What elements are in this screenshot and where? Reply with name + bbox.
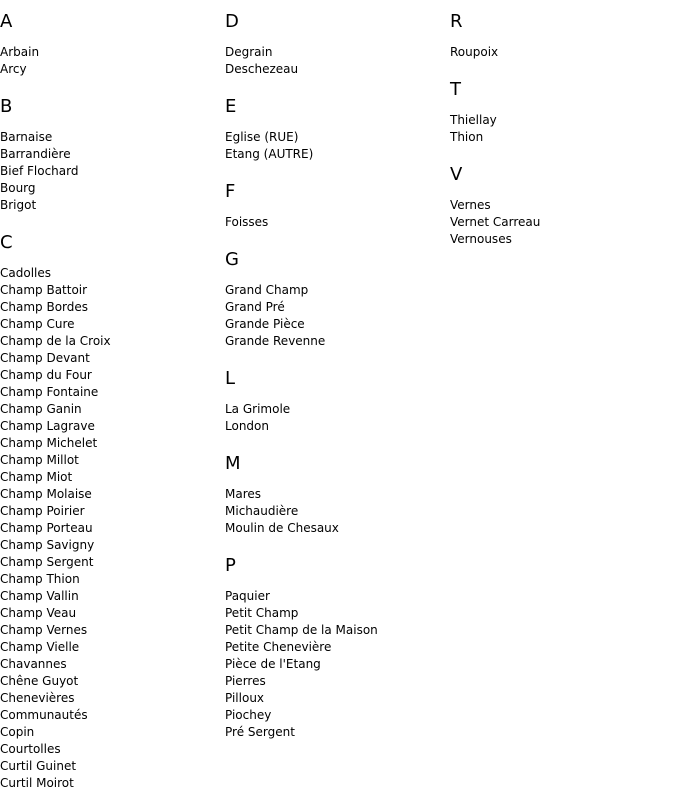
index-entry[interactable]: Vernet Carreau <box>450 215 541 229</box>
section-item-list <box>225 282 445 350</box>
section-letter-heading: C <box>0 232 13 253</box>
index-entry[interactable]: London <box>225 419 269 433</box>
index-entry[interactable]: Thiellay <box>450 113 497 127</box>
index-entry[interactable]: Champ Devant <box>0 351 90 365</box>
index-entry[interactable]: Grand Champ <box>225 283 309 297</box>
index-entry[interactable]: Pré Sergent <box>225 725 295 739</box>
section-item-list <box>0 265 220 792</box>
index-section <box>225 10 445 78</box>
section-item-list <box>450 197 670 248</box>
index-entry[interactable]: Cadolles <box>0 266 51 280</box>
index-entry[interactable]: Eglise (RUE) <box>225 130 299 144</box>
index-entry[interactable]: Champ Ganin <box>0 402 82 416</box>
index-entry[interactable]: Champ Vielle <box>0 640 80 654</box>
index-section <box>225 554 445 741</box>
index-entry[interactable]: Curtil Guinet <box>0 759 77 773</box>
index-entry[interactable]: Petit Champ <box>225 606 299 620</box>
index-entry[interactable]: Champ Michelet <box>0 436 98 450</box>
index-entry[interactable]: Vernouses <box>450 232 512 246</box>
index-entry[interactable]: Petite Chenevière <box>225 640 332 654</box>
index-entry[interactable]: Pièce de l'Etang <box>225 657 321 671</box>
section-item-list <box>0 44 220 78</box>
index-entry[interactable]: Champ Fontaine <box>0 385 99 399</box>
index-column-3 <box>450 10 670 265</box>
index-entry[interactable]: Champ Cure <box>0 317 75 331</box>
index-entry[interactable]: Grande Revenne <box>225 334 326 348</box>
section-letter-heading: M <box>225 453 241 474</box>
index-section <box>225 180 445 231</box>
index-entry[interactable]: Michaudière <box>225 504 299 518</box>
section-item-list <box>225 401 445 435</box>
section-item-list <box>0 129 220 214</box>
index-entry[interactable]: Degrain <box>225 45 273 59</box>
index-entry[interactable]: Piochey <box>225 708 272 722</box>
index-entry[interactable]: Champ Thion <box>0 572 80 586</box>
index-entry[interactable]: Pierres <box>225 674 266 688</box>
index-section <box>225 248 445 350</box>
section-item-list <box>225 486 445 537</box>
index-section <box>225 367 445 435</box>
index-entry[interactable]: Copin <box>0 725 35 739</box>
index-entry[interactable]: Chavannes <box>0 657 67 671</box>
index-entry[interactable]: Champ Sergent <box>0 555 94 569</box>
index-entry[interactable]: La Grimole <box>225 402 291 416</box>
index-entry[interactable]: Arbain <box>0 45 40 59</box>
section-item-list <box>450 112 670 146</box>
index-section <box>450 78 670 146</box>
index-entry[interactable]: Champ Battoir <box>0 283 88 297</box>
index-entry[interactable]: Champ de la Croix <box>0 334 111 348</box>
section-letter-heading: V <box>450 164 463 185</box>
index-entry[interactable]: Champ Bordes <box>0 300 89 314</box>
section-letter-heading: T <box>450 79 461 100</box>
index-entry[interactable]: Chenevières <box>0 691 75 705</box>
index-entry[interactable]: Paquier <box>225 589 270 603</box>
index-entry[interactable]: Thion <box>450 130 484 144</box>
index-entry[interactable]: Grande Pièce <box>225 317 305 331</box>
index-column-2 <box>225 10 445 758</box>
index-section <box>450 10 670 61</box>
section-letter-heading: F <box>225 181 236 202</box>
index-entry[interactable]: Champ Vallin <box>0 589 79 603</box>
index-entry[interactable]: Champ Poirier <box>0 504 85 518</box>
index-entry[interactable]: Moulin de Chesaux <box>225 521 339 535</box>
section-letter-heading: R <box>450 11 463 32</box>
index-entry[interactable]: Curtil Moirot <box>0 776 74 790</box>
index-entry[interactable]: Mares <box>225 487 262 501</box>
index-entry[interactable]: Courtolles <box>0 742 61 756</box>
index-entry[interactable]: Foisses <box>225 215 269 229</box>
section-letter-heading: E <box>225 96 237 117</box>
index-entry[interactable]: Brigot <box>0 198 37 212</box>
index-section <box>0 231 220 792</box>
index-section <box>0 95 220 214</box>
index-entry[interactable]: Champ Millot <box>0 453 79 467</box>
section-letter-heading: B <box>0 96 13 117</box>
index-entry[interactable]: Champ du Four <box>0 368 92 382</box>
index-entry[interactable]: Barrandière <box>0 147 71 161</box>
index-entry[interactable]: Deschezeau <box>225 62 299 76</box>
section-item-list <box>225 129 445 163</box>
index-entry[interactable]: Vernes <box>450 198 491 212</box>
index-entry[interactable]: Petit Champ de la Maison <box>225 623 378 637</box>
index-entry[interactable]: Communautés <box>0 708 88 722</box>
section-letter-heading: G <box>225 249 239 270</box>
section-item-list <box>225 44 445 78</box>
index-section <box>0 10 220 78</box>
index-entry[interactable]: Champ Molaise <box>0 487 92 501</box>
index-entry[interactable]: Bief Flochard <box>0 164 79 178</box>
index-entry[interactable]: Etang (AUTRE) <box>225 147 314 161</box>
index-entry[interactable]: Arcy <box>0 62 27 76</box>
index-section <box>225 452 445 537</box>
section-letter-heading: D <box>225 11 239 32</box>
section-item-list <box>225 214 445 231</box>
index-entry[interactable]: Chêne Guyot <box>0 674 79 688</box>
index-entry[interactable]: Champ Porteau <box>0 521 93 535</box>
index-entry[interactable]: Barnaise <box>0 130 53 144</box>
index-entry[interactable]: Champ Lagrave <box>0 419 95 433</box>
index-column-1 <box>0 10 220 809</box>
index-section <box>225 95 445 163</box>
index-entry[interactable]: Champ Miot <box>0 470 73 484</box>
index-entry[interactable]: Grand Pré <box>225 300 285 314</box>
index-entry[interactable]: Bourg <box>0 181 36 195</box>
index-entry[interactable]: Champ Savigny <box>0 538 95 552</box>
index-section <box>450 163 670 248</box>
section-letter-heading: P <box>225 555 236 576</box>
index-entry[interactable]: Champ Vernes <box>0 623 88 637</box>
section-item-list <box>450 44 670 61</box>
index-entry[interactable]: Roupoix <box>450 45 499 59</box>
section-item-list <box>225 588 445 741</box>
index-entry[interactable]: Pilloux <box>225 691 265 705</box>
section-letter-heading: A <box>0 11 13 32</box>
section-letter-heading: L <box>225 368 236 389</box>
index-entry[interactable]: Champ Veau <box>0 606 77 620</box>
